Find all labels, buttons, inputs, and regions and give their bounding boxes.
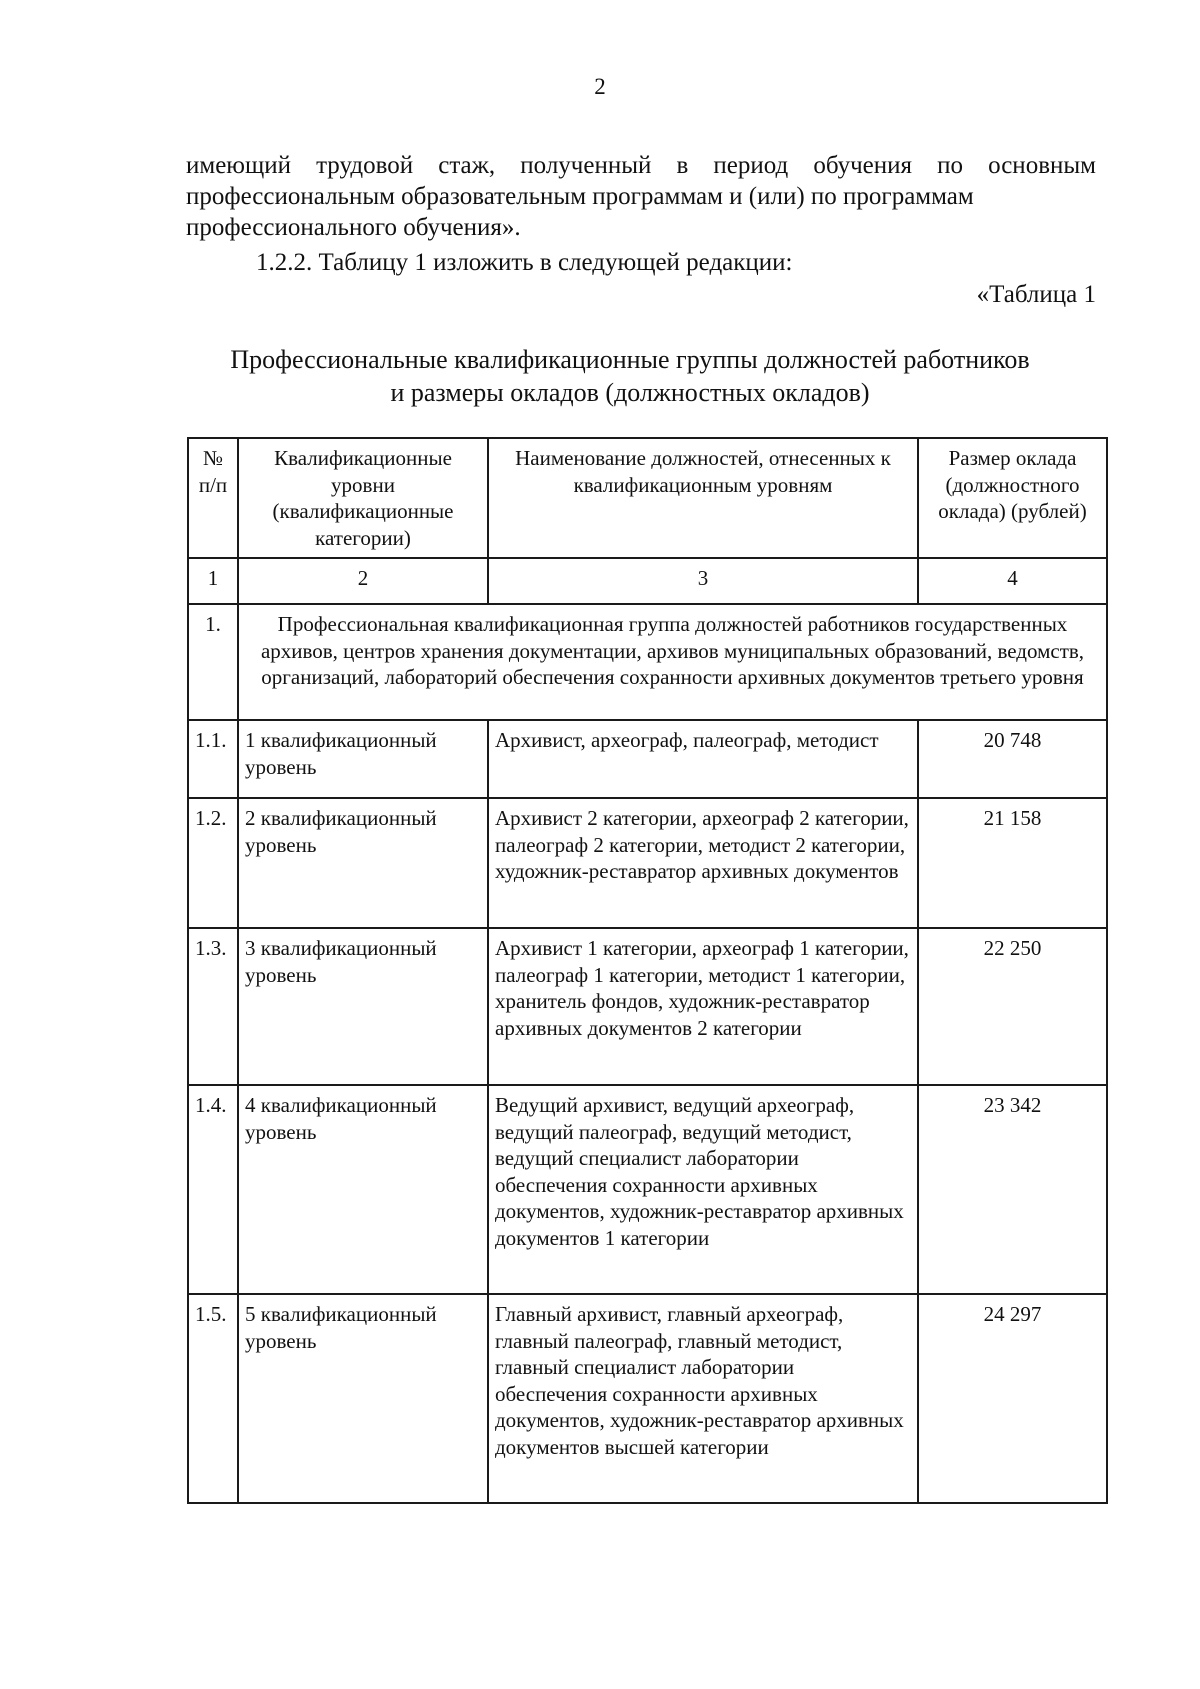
row-level: 4 квалификационный уровень (238, 1085, 488, 1294)
intro-text (186, 150, 1096, 243)
table-title-line-1: Профессиональные квалификационные группы должностей работников (230, 345, 1030, 374)
row-positions: Архивист 1 категории, археограф 1 категории, палеограф 1 категории, методист 1 категории, хранитель фондов, художник-реставратор архивных документов 2 категории (488, 928, 918, 1085)
header-num: № п/п (188, 438, 238, 558)
row-level: 3 квалификационный уровень (238, 928, 488, 1085)
header-level: Квалификационные уровни (квалификационные категории) (238, 438, 488, 558)
row-num: 1.1. (188, 720, 238, 798)
row-level: 5 квалификационный уровень (238, 1294, 488, 1503)
row-salary: 20 748 (918, 720, 1107, 798)
table-row (188, 1294, 1107, 1503)
intro-paragraph: имеющий трудовой стаж, полученный в период обучения по основным профессиональным образовательным программам и (или) по программам (186, 152, 1096, 210)
row-num: 1.4. (188, 1085, 238, 1294)
table-row (188, 720, 1107, 798)
table-row (188, 928, 1107, 1085)
row-num: 1.2. (188, 798, 238, 928)
amendment-line: 1.2.2. Таблицу 1 изложить в следующей редакции: (256, 249, 793, 276)
table-row (188, 798, 1107, 928)
group-title: Профессиональная квалификационная группа должностей работников государственных архивов, центров хранения документации, архивов муниципальных образований, ведомств, организаций, лабораторий обеспечения сохранности архивных документов третьего уровня (238, 604, 1107, 720)
index-cell-3: 3 (488, 558, 918, 604)
row-salary: 24 297 (918, 1294, 1107, 1503)
page-number: 2 (594, 74, 606, 99)
row-level: 2 квалификационный уровень (238, 798, 488, 928)
row-positions: Архивист 2 категории, археограф 2 категории, палеограф 2 категории, методист 2 категории, художник-реставратор архивных документов (488, 798, 918, 928)
header-salary: Размер оклада (должностного оклада) (рублей) (918, 438, 1107, 558)
row-num: 1.5. (188, 1294, 238, 1503)
table-header-row (188, 438, 1107, 558)
row-salary: 21 158 (918, 798, 1107, 928)
index-cell-4: 4 (918, 558, 1107, 604)
table-title (150, 343, 1110, 409)
index-cell-2: 2 (238, 558, 488, 604)
header-positions: Наименование должностей, отнесенных к квалификационным уровням (488, 438, 918, 558)
table-row (188, 1085, 1107, 1294)
row-num: 1.3. (188, 928, 238, 1085)
row-level: 1 квалификационный уровень (238, 720, 488, 798)
salary-table (187, 437, 1108, 1504)
row-positions: Ведущий архивист, ведущий археограф, ведущий палеограф, ведущий методист, ведущий специалист лаборатории обеспечения сохранности архивных документов, художник-реставратор архивных документов 1 категории (488, 1085, 918, 1294)
intro-last-line: профессионального обучения». (186, 214, 521, 241)
column-index-row (188, 558, 1107, 604)
row-salary: 22 250 (918, 928, 1107, 1085)
row-positions: Архивист, археограф, палеограф, методист (488, 720, 918, 798)
table-label: «Таблица 1 (976, 281, 1096, 308)
row-salary: 23 342 (918, 1085, 1107, 1294)
row-positions: Главный архивист, главный археограф, главный палеограф, главный методист, главный специалист лаборатории обеспечения сохранности архивных документов, художник-реставратор архивных документов высшей категории (488, 1294, 918, 1503)
index-cell-1: 1 (188, 558, 238, 604)
group-row (188, 604, 1107, 720)
group-num: 1. (188, 604, 238, 720)
table-title-line-2: и размеры окладов (должностных окладов) (390, 378, 870, 407)
